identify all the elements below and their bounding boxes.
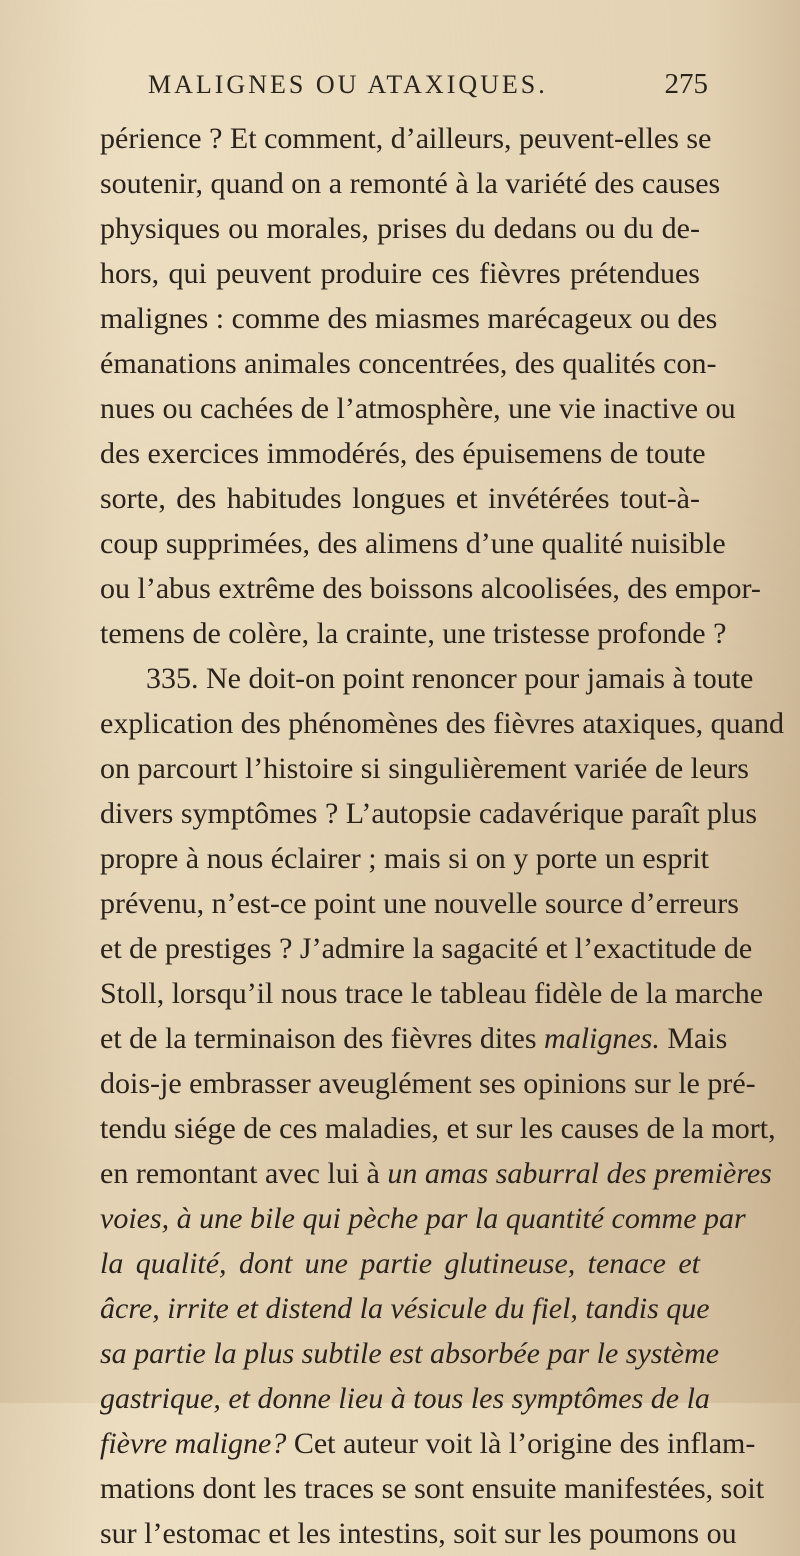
body-text xyxy=(100,116,784,1556)
italic-quote: fièvre maligne? xyxy=(100,1427,287,1460)
text-line-mixed xyxy=(100,1151,772,1196)
running-title: MALIGNES OU ATAXIQUES. xyxy=(148,70,548,99)
italic-line: la qualité, dont une partie glutineuse, tenace et xyxy=(100,1247,700,1280)
text-segment: Mais xyxy=(667,1022,728,1055)
text-line: sur l’estomac et les intestins, soit sur les poumons ou xyxy=(100,1517,737,1550)
text-line: malignes : comme des miasmes marécageux ou des xyxy=(100,302,718,335)
text-line: Stoll, lorsqu’il nous trace le tableau fidèle de la marche xyxy=(100,977,764,1010)
italic-line: sa partie la plus subtile est absorbée par le système xyxy=(100,1337,720,1370)
paragraph-start-line: 335. Ne doit-on point renoncer pour jamais à toute xyxy=(146,662,754,695)
text-line: et de prestiges ? J’admire la sagacité et l’exactitude de xyxy=(100,932,753,965)
text-line: physiques ou morales, prises du dedans ou du de- xyxy=(100,212,700,245)
text-line-mixed xyxy=(100,1421,756,1466)
text-line: sorte, des habitudes longues et invétérées tout-à- xyxy=(100,482,700,515)
text-line: dois-je embrasser aveuglément ses opinions sur le pré- xyxy=(100,1067,756,1100)
text-line: propre à nous éclairer ; mais si on y porte un esprit xyxy=(100,842,709,875)
running-head xyxy=(148,64,708,104)
italic-line: voies, à une bile qui pèche par la quantité comme par xyxy=(100,1202,746,1235)
text-line: des exercices immodérés, des épuisemens de toute xyxy=(100,437,706,470)
text-line: coup supprimées, des alimens d’une qualité nuisible xyxy=(100,527,726,560)
text-line: périence ? Et comment, d’ailleurs, peuvent-elles se xyxy=(100,122,712,155)
text-line: mations dont les traces se sont ensuite manifestées, soit xyxy=(100,1472,765,1505)
text-line: explication des phénomènes des fièvres ataxiques, quand xyxy=(100,707,784,740)
italic-line: gastrique, et donne lieu à tous les symptômes de la xyxy=(100,1382,710,1415)
italic-line: âcre, irrite et distend la vésicule du fiel, tandis que xyxy=(100,1292,710,1325)
text-line: divers symptômes ? L’autopsie cadavérique paraît plus xyxy=(100,797,758,830)
text-segment: en remontant avec lui à xyxy=(100,1157,380,1190)
text-line: temens de colère, la crainte, une tristesse profonde ? xyxy=(100,617,727,650)
italic-term: malignes. xyxy=(544,1022,660,1055)
italic-quote: un amas saburral des premières xyxy=(387,1157,772,1190)
text-segment: Cet auteur voit là l’origine des inflam- xyxy=(293,1427,756,1460)
text-line: ou l’abus extrême des boissons alcoolisées, des empor- xyxy=(100,572,761,605)
text-line: nues ou cachées de l’atmosphère, une vie inactive ou xyxy=(100,392,736,425)
text-line: émanations animales concentrées, des qualités con- xyxy=(100,347,717,380)
text-segment: et de la terminaison des fièvres dites xyxy=(100,1022,537,1055)
text-line: on parcourt l’histoire si singulièrement variée de leurs xyxy=(100,752,749,785)
text-line: hors, qui peuvent produire ces fièvres prétendues xyxy=(100,257,700,290)
text-line: soutenir, quand on a remonté à la variété des causes xyxy=(100,167,721,200)
page-number: 275 xyxy=(664,68,708,100)
text-line-mixed xyxy=(100,1016,728,1061)
text-line: tendu siége de ces maladies, et sur les causes de la mort, xyxy=(100,1112,776,1145)
text-line: prévenu, n’est-ce point une nouvelle source d’erreurs xyxy=(100,887,739,920)
